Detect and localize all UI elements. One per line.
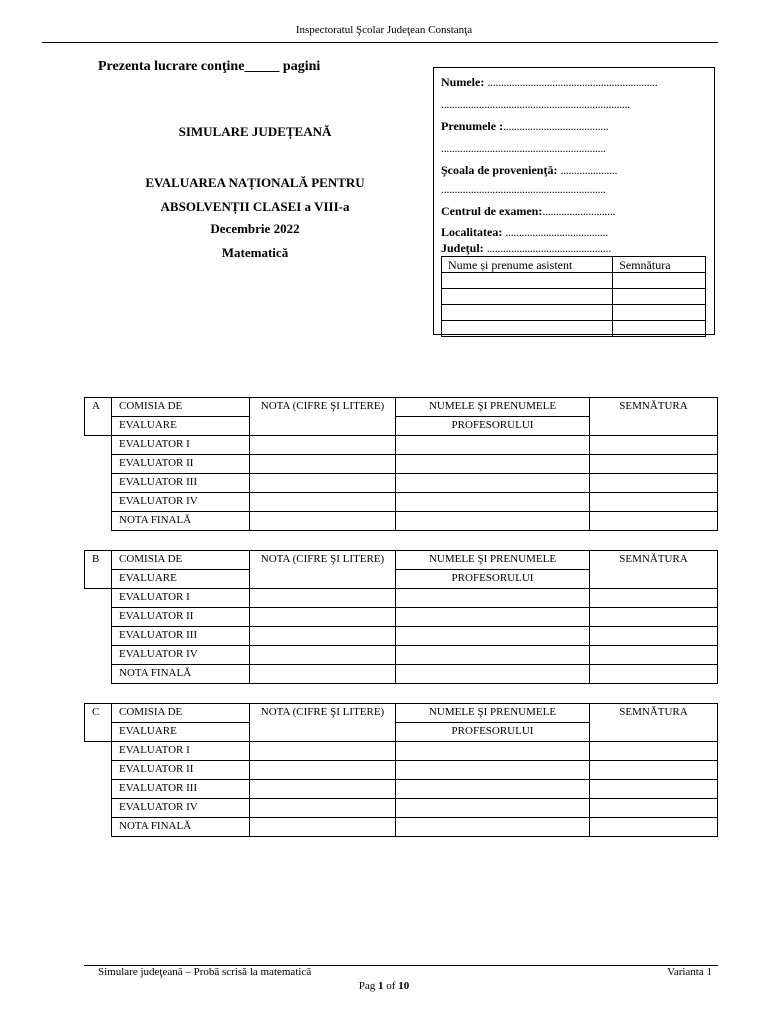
semnatura-cell[interactable]: [590, 665, 718, 684]
semnatura-cell[interactable]: [590, 512, 718, 531]
numele-header-line2: PROFESORULUI: [396, 417, 590, 436]
row-label: NOTA FINALĂ: [112, 818, 250, 837]
nota-cell[interactable]: [250, 627, 396, 646]
nota-cell[interactable]: [250, 436, 396, 455]
assistant-name-cell[interactable]: [442, 321, 613, 337]
numele-cell[interactable]: [396, 608, 590, 627]
spacer-cell: [85, 436, 112, 531]
row-label: NOTA FINALĂ: [112, 665, 250, 684]
semnatura-cell[interactable]: [590, 818, 718, 837]
row-label: EVALUATOR IV: [112, 646, 250, 665]
nota-cell[interactable]: [250, 646, 396, 665]
row-label: EVALUATOR I: [112, 742, 250, 761]
title-evaluarea: EVALUAREA NAȚIONALĂ PENTRU: [145, 175, 365, 190]
assistant-name-cell[interactable]: [442, 305, 613, 321]
numele-cell[interactable]: [396, 589, 590, 608]
row-label: EVALUATOR IV: [112, 799, 250, 818]
semnatura-header: SEMNĂTURA: [590, 704, 718, 742]
numele-header: NUMELE ŞI PRENUMELE: [396, 398, 590, 417]
semnatura-cell[interactable]: [590, 799, 718, 818]
prenumele-field-line2[interactable]: .............................................................: [441, 141, 606, 155]
title-subject: Matematică: [221, 245, 289, 260]
centru-field[interactable]: Centrul de examen:...........................: [441, 204, 616, 218]
comisia-header: COMISIA DE: [112, 398, 250, 417]
footer-variant: Varianta 1: [667, 966, 712, 978]
numele-cell[interactable]: [396, 665, 590, 684]
semnatura-cell[interactable]: [590, 493, 718, 512]
numele-cell[interactable]: [396, 455, 590, 474]
prenumele-field[interactable]: Prenumele :.......................................: [441, 119, 609, 133]
spacer-cell: [85, 589, 112, 684]
semnatura-cell[interactable]: [590, 780, 718, 799]
semnatura-cell[interactable]: [590, 646, 718, 665]
assistant-signature-cell[interactable]: [613, 289, 706, 305]
semnatura-header: SEMNĂTURA: [590, 398, 718, 436]
numele-field[interactable]: Numele: ...............................................................: [441, 75, 658, 89]
nota-cell[interactable]: [250, 589, 396, 608]
numele-cell[interactable]: [396, 493, 590, 512]
comisia-header-line2: EVALUARE: [112, 570, 250, 589]
numele-cell[interactable]: [396, 818, 590, 837]
numele-cell[interactable]: [396, 742, 590, 761]
nota-header: NOTA (CIFRE ŞI LITERE): [250, 551, 396, 589]
numele-field-line2[interactable]: ......................................................................: [441, 97, 631, 111]
numele-cell[interactable]: [396, 474, 590, 493]
semnatura-cell[interactable]: [590, 474, 718, 493]
assistant-name-cell[interactable]: [442, 289, 613, 305]
nota-cell[interactable]: [250, 665, 396, 684]
section-label: C: [85, 704, 112, 742]
footer-page-number: Pag 1 of 10: [358, 980, 410, 992]
row-label: EVALUATOR II: [112, 761, 250, 780]
row-label: EVALUATOR I: [112, 436, 250, 455]
scoala-field-line2[interactable]: .............................................................: [441, 182, 606, 196]
nota-cell[interactable]: [250, 742, 396, 761]
semnatura-cell[interactable]: [590, 608, 718, 627]
assistant-table: [441, 256, 706, 337]
assistant-signature-cell[interactable]: [613, 273, 706, 289]
comisia-header: COMISIA DE: [112, 551, 250, 570]
row-label: EVALUATOR II: [112, 455, 250, 474]
page-count-statement: Prezenta lucrare conţine_____ pagini: [98, 59, 321, 74]
numele-header: NUMELE ŞI PRENUMELE: [396, 551, 590, 570]
assistant-signature-cell[interactable]: [613, 305, 706, 321]
semnatura-cell[interactable]: [590, 627, 718, 646]
row-label: EVALUATOR III: [112, 627, 250, 646]
nota-cell[interactable]: [250, 493, 396, 512]
nota-header: NOTA (CIFRE ŞI LITERE): [250, 398, 396, 436]
nota-cell[interactable]: [250, 761, 396, 780]
header-inspectorat: Inspectoratul Şcolar Judeţean Constanţa: [295, 24, 473, 36]
semnatura-cell[interactable]: [590, 761, 718, 780]
section-label: B: [85, 551, 112, 589]
numele-cell[interactable]: [396, 646, 590, 665]
nota-cell[interactable]: [250, 455, 396, 474]
assistant-signature-header: Semnătura: [613, 257, 706, 273]
numele-cell[interactable]: [396, 512, 590, 531]
numele-cell[interactable]: [396, 780, 590, 799]
numele-cell[interactable]: [396, 761, 590, 780]
assistant-name-header: Nume și prenume asistent: [442, 257, 613, 273]
numele-header-line2: PROFESORULUI: [396, 570, 590, 589]
nota-cell[interactable]: [250, 780, 396, 799]
assistant-name-cell[interactable]: [442, 273, 613, 289]
footer-exam-name: Simulare judeţeană – Probă scrisă la matematică: [98, 966, 312, 978]
assistant-signature-cell[interactable]: [613, 321, 706, 337]
grade-table-a: [84, 397, 718, 531]
grade-table-b: [84, 550, 718, 684]
semnatura-cell[interactable]: [590, 589, 718, 608]
semnatura-header: SEMNĂTURA: [590, 551, 718, 589]
spacer-cell: [85, 742, 112, 837]
grade-table-c: [84, 703, 718, 837]
title-date: Decembrie 2022: [210, 221, 300, 236]
row-label: EVALUATOR III: [112, 780, 250, 799]
nota-cell[interactable]: [250, 799, 396, 818]
comisia-header-line2: EVALUARE: [112, 723, 250, 742]
numele-cell[interactable]: [396, 799, 590, 818]
header-divider: [42, 42, 718, 43]
title-absolventii: ABSOLVENȚII CLASEI a VIII-a: [160, 199, 350, 214]
localitatea-field[interactable]: Localitatea: ......................................: [441, 225, 608, 239]
section-label: A: [85, 398, 112, 436]
judetul-field[interactable]: Judeţul: ..............................................: [441, 241, 611, 255]
row-label: EVALUATOR I: [112, 589, 250, 608]
row-label: NOTA FINALĂ: [112, 512, 250, 531]
semnatura-cell[interactable]: [590, 455, 718, 474]
row-label: EVALUATOR IV: [112, 493, 250, 512]
title-simulare: SIMULARE JUDEȚEANĂ: [178, 124, 332, 139]
comisia-header-line2: EVALUARE: [112, 417, 250, 436]
numele-header: NUMELE ŞI PRENUMELE: [396, 704, 590, 723]
nota-cell[interactable]: [250, 608, 396, 627]
numele-cell[interactable]: [396, 436, 590, 455]
comisia-header: COMISIA DE: [112, 704, 250, 723]
semnatura-cell[interactable]: [590, 436, 718, 455]
nota-cell[interactable]: [250, 512, 396, 531]
nota-header: NOTA (CIFRE ŞI LITERE): [250, 704, 396, 742]
row-label: EVALUATOR II: [112, 608, 250, 627]
scoala-field[interactable]: Şcoala de provenienţă: .....................: [441, 163, 618, 177]
numele-header-line2: PROFESORULUI: [396, 723, 590, 742]
nota-cell[interactable]: [250, 474, 396, 493]
nota-cell[interactable]: [250, 818, 396, 837]
row-label: EVALUATOR III: [112, 474, 250, 493]
semnatura-cell[interactable]: [590, 742, 718, 761]
numele-cell[interactable]: [396, 627, 590, 646]
